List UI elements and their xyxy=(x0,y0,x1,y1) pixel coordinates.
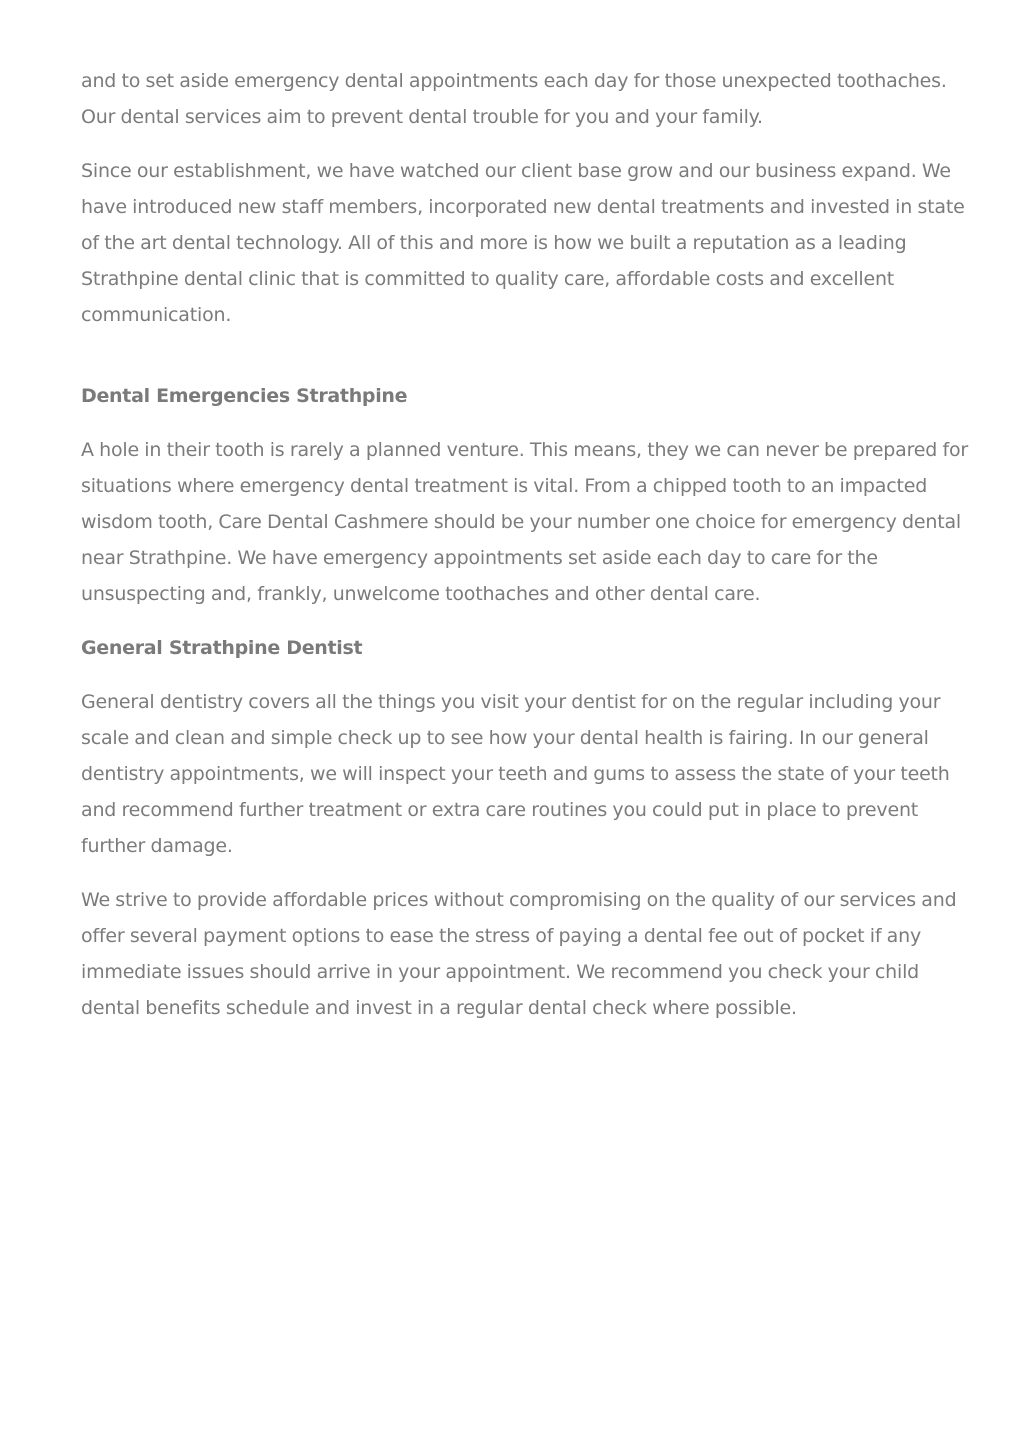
heading-general-dentist: General Strathpine Dentist xyxy=(81,637,363,659)
article-body xyxy=(81,63,976,1044)
paragraph-general-dentistry: General dentistry covers all the things you visit your dentist for on the regular including your scale and clean and simple check up to see how your dental health is fairing. In our general dentistry appointments, we will inspect your teeth and gums to assess the state of your teeth and recommend further treatment or extra care routines you could put in place to prevent further damage. xyxy=(81,691,950,857)
paragraph-intro-continuation: and to set aside emergency dental appointments each day for those unexpected toothaches. Our dental services aim to prevent dental trouble for you and your family. xyxy=(81,70,947,128)
heading-dental-emergencies: Dental Emergencies Strathpine xyxy=(81,385,408,407)
paragraph-emergencies: A hole in their tooth is rarely a planned venture. This means, they we can never be prepared for situations where emergency dental treatment is vital. From a chipped tooth to an impacted wisdom tooth, Care Dental Cashmere should be your number one choice for emergency dental near Strathpine. We have emergency appointments set aside each day to care for the unsuspecting and, frankly, unwelcome toothaches and other dental care. xyxy=(81,439,968,605)
paragraph-affordable-prices: We strive to provide affordable prices without compromising on the quality of our services and offer several payment options to ease the stress of paying a dental fee out of pocket if any immediate issues should arrive in your appointment. We recommend you check your child dental benefits schedule and invest in a regular dental check where possible. xyxy=(81,889,957,1019)
paragraph-establishment: Since our establishment, we have watched our client base grow and our business expand. We have introduced new staff members, incorporated new dental treatments and invested in state of the art dental technology. All of this and more is how we built a reputation as a leading Strathpine dental clinic that is committed to quality care, affordable costs and excellent communication. xyxy=(81,160,965,326)
